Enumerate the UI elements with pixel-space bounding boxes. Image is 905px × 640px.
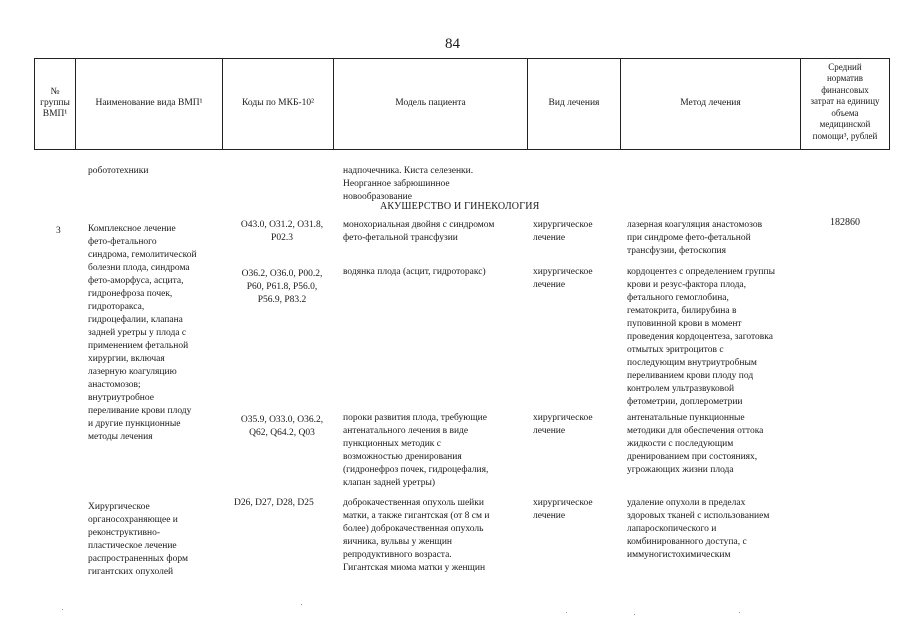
row-treatment-type: хирургическое лечение xyxy=(533,267,593,290)
row-icd-codes: O36.2, O36.0, P00.2, P60, P61.8, P56.0, P56.9, P83.2 xyxy=(241,269,323,305)
scan-speck xyxy=(739,612,740,613)
group2-patient-model: доброкачественная опухоль шейки матки, а также гигантская (от 8 см и более) доброкачественная опухоль яичника, вульвы у женщин репродуктивного возраста. Гигантская миома матки у женщин xyxy=(343,498,490,573)
group-number: 3 xyxy=(56,226,61,236)
scan-speck xyxy=(62,609,63,610)
header-group-number: № группы ВМП¹ xyxy=(40,87,70,119)
group2-vmp-name: Хирургическое органосохраняющее и реконструктивно- пластическое лечение распространенных форм гигантских опухолей xyxy=(88,502,188,577)
row-treatment-type: хирургическое лечение xyxy=(533,413,593,436)
header-average-cost: Средний норматив финансовых затрат на единицу объема медицинской помощи³, рублей xyxy=(810,61,880,141)
scan-speck xyxy=(301,604,302,605)
header-treatment-method: Метод лечения xyxy=(680,98,741,108)
row-patient-model: пороки развития плода, требующие антенатального лечения в виде пункционных методик с возможностью дренирования (гидронефроз почек, гидроцефалия, клапан задней уретры) xyxy=(343,413,489,488)
group-average-cost: 182860 xyxy=(830,217,860,228)
continuation-name: робототехники xyxy=(88,166,149,176)
group2-treatment-type: хирургическое лечение xyxy=(533,498,593,521)
row-patient-model: водянка плода (асцит, гидроторакс) xyxy=(343,267,486,277)
row-icd-codes: O43.0, O31.2, O31.8, P02.3 xyxy=(240,220,324,243)
section-title: АКУШЕРСТВО И ГИНЕКОЛОГИЯ xyxy=(380,201,540,212)
header-patient-model: Модель пациента xyxy=(395,98,466,108)
row-treatment-method: лазерная коагуляция анастомозов при синдроме фето-фетальной трансфузии, фетоскопия xyxy=(627,220,763,256)
header-bottom-border xyxy=(34,149,890,150)
group2-treatment-method: удаление опухоли в пределах здоровых тканей с использованием лапароскопического и комбинированного доступа, с иммуногистохимическим xyxy=(627,498,770,560)
group-vmp-name: Комплексное лечение фето-фетального синдрома, гемолитической болезни плода, синдрома фето-аморфуса, асцита, гидронефроза почек, гидроторакса, гидроцефалии, клапана задней уретры у плода с применением фетальной хирургии, включая лазерную коагуляцию анастомозов; внутриутробное переливание крови плоду и другие пункционные методы лечения xyxy=(88,224,197,442)
group2-icd-codes: D26, D27, D28, D25 xyxy=(234,498,314,508)
row-treatment-type: хирургическое лечение xyxy=(533,220,593,243)
scan-speck xyxy=(566,612,567,613)
continuation-model: надпочечника. Киста селезенки. Неорганное забрюшинное новообразование xyxy=(343,166,474,202)
row-treatment-method: антенатальные пункционные методики для обеспечения оттока жидкости с последующим дренированием при состояниях, угрожающих жизни плода xyxy=(627,413,764,475)
header-vmp-name: Наименование вида ВМП¹ xyxy=(95,98,203,108)
scan-speck xyxy=(634,614,635,615)
row-patient-model: монохориальная двойня с синдромом фето-фетальной трансфузии xyxy=(343,220,495,243)
row-icd-codes: O35.9, O33.0, O36.2, Q62, Q64.2, Q03 xyxy=(240,415,324,438)
header-col-divider xyxy=(889,58,890,150)
header-icd-codes: Коды по МКБ-10² xyxy=(242,98,314,108)
header-treatment-type: Вид лечения xyxy=(548,98,600,108)
page-number: 84 xyxy=(445,36,460,52)
row-treatment-method: кордоцентез с определением группы крови и резус-фактора плода, фетального гемоглобина, гематокрита, билирубина в пуповинной крови в момент проведения кордоцентеза, заготовка отмытых эритроцитов с последующим внутриутробным переливанием крови плоду под контролем ультразвуковой фетометрии, доплерометрии xyxy=(627,267,775,407)
